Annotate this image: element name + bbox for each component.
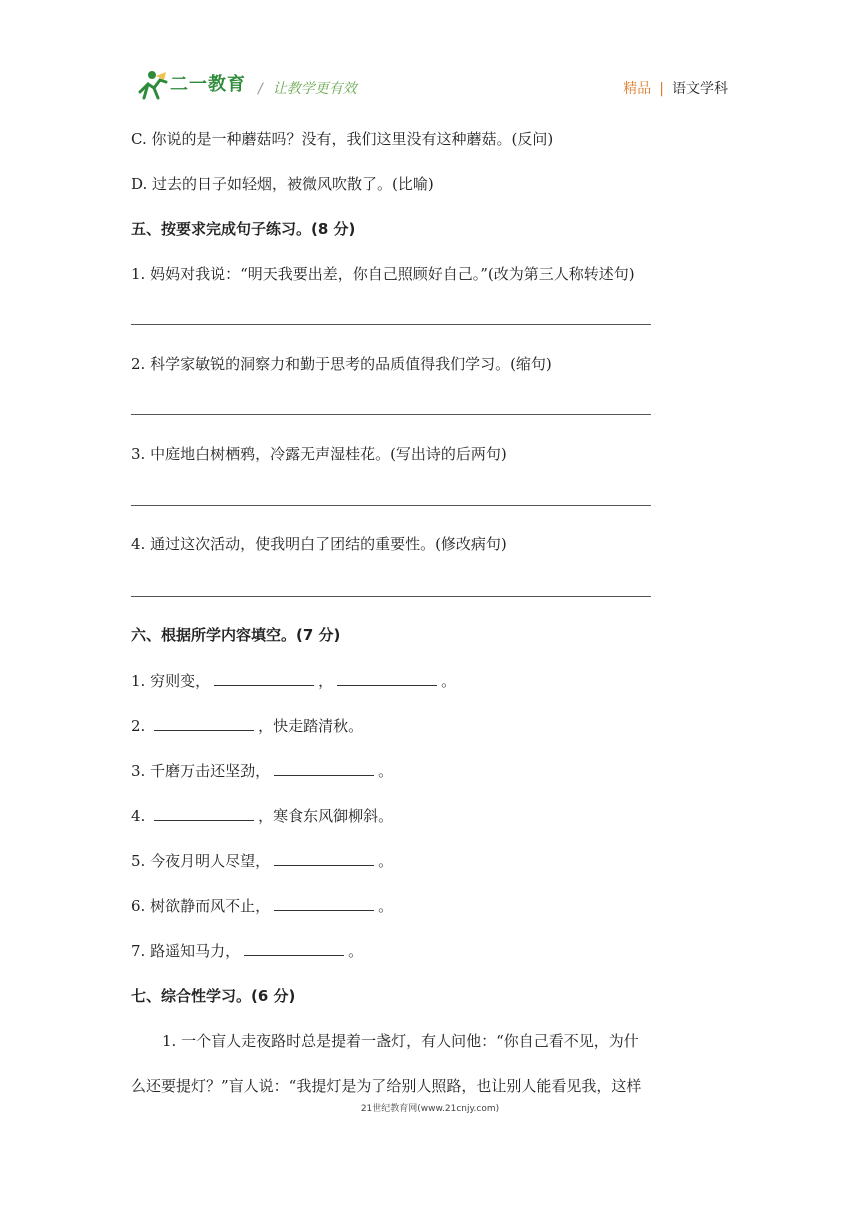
fill-blank[interactable] — [274, 909, 374, 911]
fill-blank[interactable] — [154, 819, 254, 821]
subject-tag: 精品 | 语文学科 — [623, 81, 728, 97]
section-6-heading: 六、根据所学内容填空。(7 分) — [131, 626, 341, 644]
fill-item-6: 6. 树欲静而风不止， 。 — [131, 897, 394, 915]
answer-line-5-1[interactable] — [131, 324, 651, 325]
paragraph-7-1-line-1: 1. 一个盲人走夜路时总是提着一盏灯，有人问他：“你自己看不见，为什 — [162, 1032, 639, 1050]
fill-item-5: 5. 今夜月明人尽望， 。 — [131, 852, 394, 870]
fill-item-7: 7. 路遥知马力， 。 — [131, 942, 364, 960]
fill-item-3: 3. 千磨万击还坚劲， 。 — [131, 762, 394, 780]
fill-blank[interactable] — [337, 684, 437, 686]
question-5-2: 2. 科学家敏锐的洞察力和勤于思考的品质值得我们学习。(缩句) — [131, 355, 552, 373]
question-5-1: 1. 妈妈对我说：“明天我要出差，你自己照顾好自己。”(改为第三人称转述句) — [131, 265, 635, 283]
answer-line-5-2[interactable] — [131, 414, 651, 415]
fill-blank[interactable] — [244, 954, 344, 956]
fill-blank[interactable] — [274, 864, 374, 866]
section-7-heading: 七、综合性学习。(6 分) — [131, 987, 296, 1005]
fill-blank[interactable] — [214, 684, 314, 686]
page-header — [136, 66, 728, 106]
section-5-heading: 五、按要求完成句子练习。(8 分) — [131, 220, 356, 238]
answer-line-5-3[interactable] — [131, 505, 651, 506]
option-c: C. 你说的是一种蘑菇吗？没有，我们这里没有这种蘑菇。(反问) — [131, 130, 554, 148]
paragraph-7-1-line-2: 么还要提灯？”盲人说：“我提灯是为了给别人照路，也让别人能看见我，这样 — [131, 1077, 642, 1095]
question-5-3: 3. 中庭地白树栖鸦，冷露无声湿桂花。(写出诗的后两句) — [131, 445, 507, 463]
fill-item-4: 4. ，寒食东风御柳斜。 — [131, 807, 394, 825]
option-d: D. 过去的日子如轻烟，被微风吹散了。(比喻) — [131, 175, 434, 193]
fill-item-1: 1. 穷则变， ， 。 — [131, 672, 457, 690]
fill-blank[interactable] — [274, 774, 374, 776]
slogan: / 让教学更有效 — [258, 81, 357, 97]
fill-blank[interactable] — [154, 729, 254, 731]
question-5-4: 4. 通过这次活动，使我明白了团结的重要性。(修改病句) — [131, 535, 507, 553]
answer-line-5-4[interactable] — [131, 596, 651, 597]
fill-item-2: 2. ，快走踏清秋。 — [131, 717, 364, 735]
logo-text: 二一教育 — [170, 74, 246, 95]
page-footer: 21世纪教育网(www.21cnjy.com) — [360, 1104, 500, 1114]
